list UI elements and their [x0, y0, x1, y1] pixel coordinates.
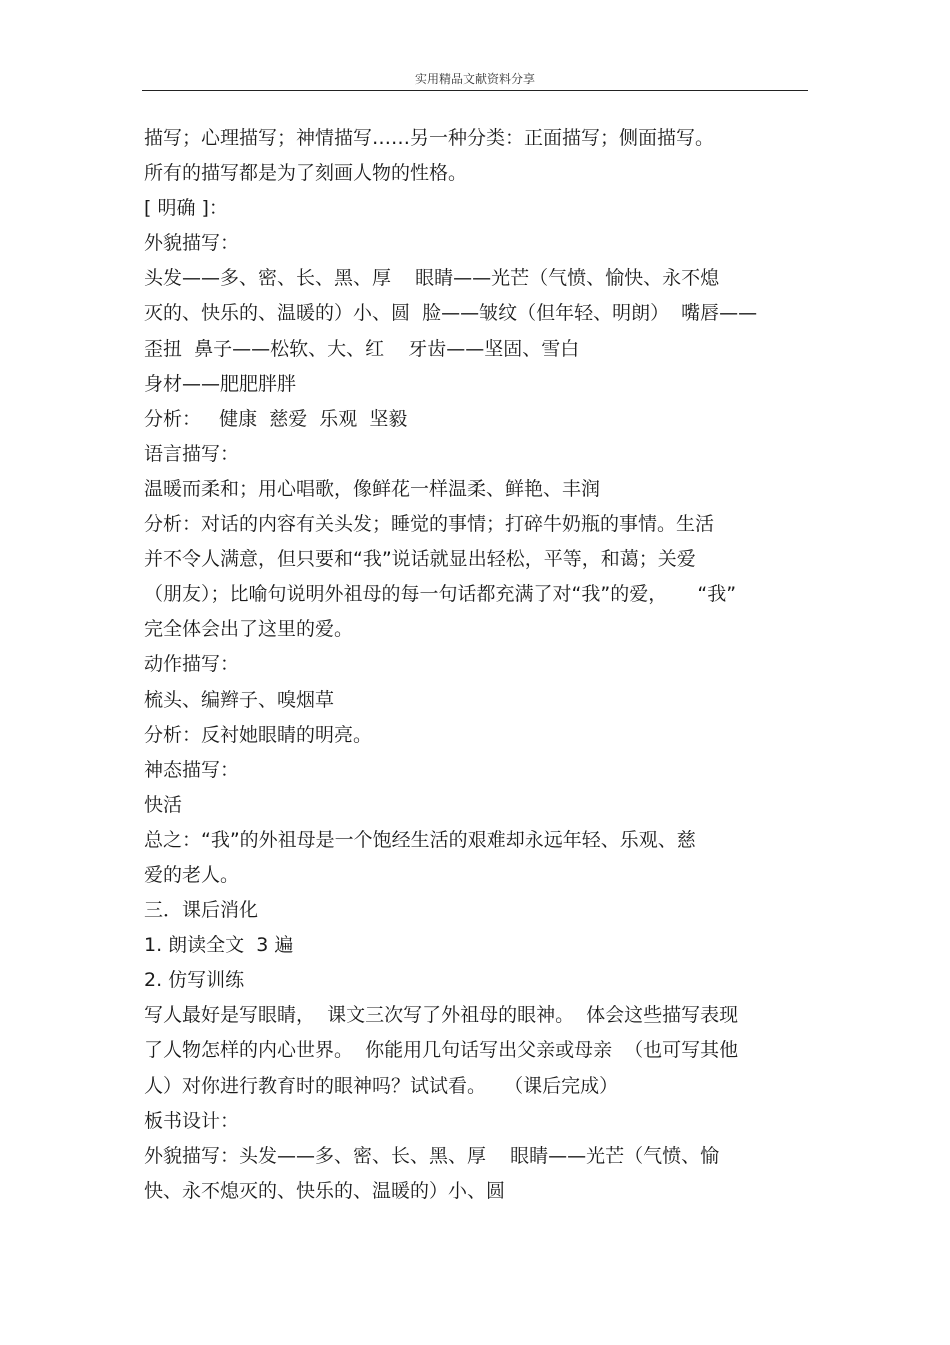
text-line: 头发——多、密、长、黑、厚 眼睛——光芒（气愤、愉快、永不熄 — [144, 267, 720, 290]
section-heading-review: 三．课后消化 — [144, 899, 259, 922]
text-line: 灭的、快乐的、温暖的）小、圆 脸——皱纹（但年轻、明朗） 嘴唇—— — [144, 302, 758, 325]
text-line: 快活 — [144, 793, 183, 816]
text-line: 歪扭 鼻子——松软、大、红 牙齿——坚固、雪白 — [144, 337, 580, 360]
text-line: 描写；心理描写；神情描写……另一种分类：正面描写；侧面描写。 — [144, 127, 715, 149]
list-item: 1. 朗读全文 3 遍 — [144, 934, 294, 957]
section-heading-language: 语言描写： — [144, 442, 240, 465]
text-line: 快、永不熄灭的、快乐的、温暖的）小、圆 — [144, 1179, 506, 1202]
text-line: 分析：反衬她眼睛的明亮。 — [144, 723, 373, 746]
text-line: 分析：对话的内容有关头发；睡觉的事情；打碎牛奶瓶的事情。生活 — [144, 513, 715, 536]
text-line: 爱的老人。 — [144, 863, 240, 886]
text-line: 外貌描写：头发——多、密、长、黑、厚 眼睛——光芒（气愤、愉 — [144, 1144, 720, 1167]
section-heading-board: 板书设计： — [144, 1109, 240, 1132]
text-line: （朋友）；比喻句说明外祖母的每一句话都充满了对“我”的爱， “我” — [144, 583, 737, 606]
document-body — [144, 121, 824, 1209]
section-heading-action: 动作描写： — [144, 653, 240, 676]
text-line: 了人物怎样的内心世界。 你能用几句话写出父亲或母亲 （也可写其他 — [144, 1039, 739, 1062]
text-line: 总之：“我”的外祖母是一个饱经生活的艰难却永远年轻、乐观、慈 — [144, 828, 696, 851]
list-item: 2. 仿写训练 — [144, 969, 245, 992]
text-line: 完全体会出了这里的爱。 — [144, 618, 354, 641]
text-line: 温暖而柔和；用心唱歌，像鲜花一样温柔、鲜艳、丰润 — [144, 477, 601, 500]
text-line: 所有的描写都是为了刻画人物的性格。 — [144, 162, 468, 185]
text-line: 并不令人满意，但只要和“我”说话就显出轻松，平等，和蔼；关爱 — [144, 548, 696, 571]
section-heading-expression: 神态描写： — [144, 758, 240, 781]
text-line: 身材——肥肥胖胖 — [144, 372, 297, 395]
text-line: [ 明确 ]： — [144, 197, 228, 220]
text-line: 分析： 健康 慈爱 乐观 坚毅 — [144, 407, 408, 430]
page-header: 实用精品文献资料分享 — [414, 72, 535, 86]
text-line: 人）对你进行教育时的眼神吗？试试看。 （课后完成） — [144, 1074, 619, 1097]
text-line: 写人最好是写眼睛， 课文三次写了外祖母的眼神。 体会这些描写表现 — [144, 1004, 739, 1027]
text-line: 梳头、编辫子、嗅烟草 — [144, 688, 335, 711]
header-divider — [142, 90, 808, 91]
section-heading-appearance: 外貌描写： — [144, 232, 240, 255]
